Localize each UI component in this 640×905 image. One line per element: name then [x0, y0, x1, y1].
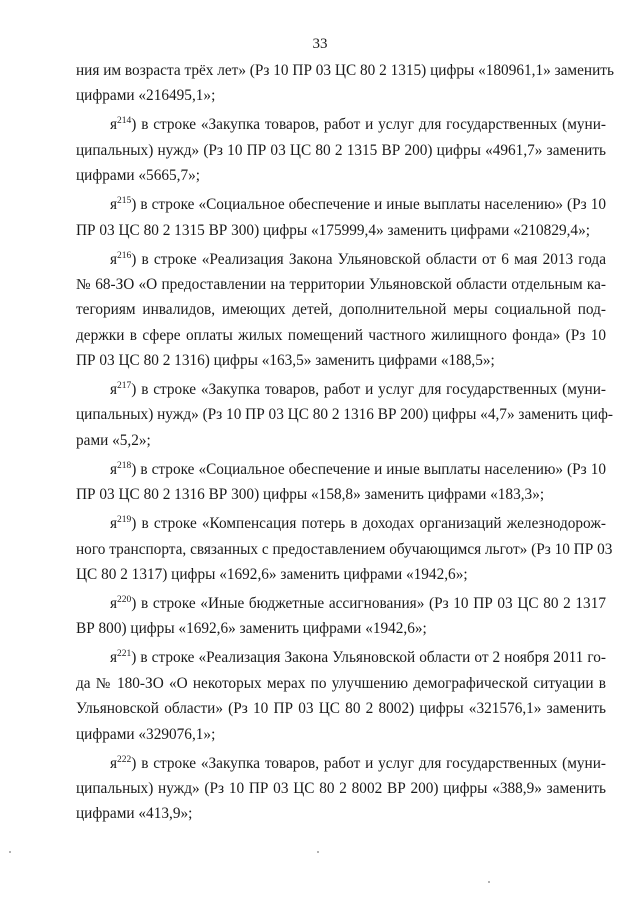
- text-line: [76, 58, 614, 83]
- line-text: ЦС 80 2 1317) цифры «1692,6» заменить цифрами «1942,6»;: [76, 565, 468, 583]
- text-line: [76, 112, 606, 137]
- paragraph: [76, 751, 606, 827]
- text-line: [76, 645, 606, 670]
- text-line: [76, 297, 606, 322]
- text-line: [76, 591, 606, 616]
- line-text: ) в строке «Социальное обеспечение и иные выплаты населению» (Рз 10: [131, 196, 606, 214]
- line-text: ) в строке «Реализация Закона Ульяновской области от 2 ноября 2011 го-: [131, 649, 606, 667]
- line-text: ПР 03 ЦС 80 2 1315 ВР 300) цифры «175999,4» заменить цифрами «210829,4»;: [76, 221, 590, 239]
- paragraph: [76, 645, 606, 747]
- line-text: ПР 03 ЦС 80 2 1316) цифры «163,5» заменить цифрами «188,5»;: [76, 352, 495, 370]
- text-line: [76, 511, 606, 536]
- item-marker: я: [110, 460, 118, 478]
- item-marker: я: [110, 250, 118, 268]
- item-number: 219: [117, 515, 132, 526]
- scan-speck: [317, 851, 319, 853]
- line-text: цифрами «216495,1»;: [76, 87, 216, 105]
- line-text: ВР 800) цифры «1692,6» заменить цифрами «1942,6»;: [76, 620, 427, 638]
- document-body: [76, 58, 614, 830]
- text-line: [76, 247, 606, 272]
- paragraph: [76, 457, 606, 508]
- text-line: [76, 457, 606, 482]
- text-line: [76, 616, 606, 641]
- paragraph: [76, 112, 606, 188]
- text-line: [76, 671, 606, 696]
- line-text: ) в строке «Закупка товаров, работ и услуг для государственных (муни-: [131, 381, 606, 399]
- line-text: ) в строке «Компенсация потерь в доходах организаций железнодорож-: [131, 515, 606, 533]
- text-line: [76, 482, 606, 507]
- item-number: 215: [117, 196, 132, 207]
- item-marker: я: [110, 515, 118, 533]
- line-text: ципальных) нужд» (Рз 10 ПР 03 ЦС 80 2 1316 ВР 200) цифры «4,7» заменить циф-: [76, 406, 613, 424]
- text-line: [76, 323, 606, 348]
- item-number: 220: [117, 594, 132, 605]
- item-marker: я: [110, 116, 118, 134]
- text-line: [76, 83, 606, 108]
- item-marker: я: [110, 381, 118, 399]
- line-text: да № 180-ЗО «О некоторых мерах по улучшению демографической ситуации в: [76, 674, 606, 692]
- item-marker: я: [110, 649, 118, 667]
- paragraph: [76, 591, 606, 642]
- text-line: [76, 163, 606, 188]
- text-line: [76, 402, 613, 427]
- item-number: 218: [117, 460, 132, 471]
- text-line: [76, 776, 606, 801]
- line-text: ципальных) нужд» (Рз 10 ПР 03 ЦС 80 2 1315 ВР 200) цифры «4961,7» заменить: [76, 141, 606, 159]
- item-marker: я: [110, 594, 118, 612]
- text-line: [76, 562, 606, 587]
- line-text: цифрами «5665,7»;: [76, 167, 201, 185]
- item-number: 222: [117, 754, 132, 765]
- item-marker: я: [110, 196, 118, 214]
- item-number: 214: [117, 116, 132, 127]
- paragraph: [76, 247, 606, 374]
- line-text: ) в строке «Социальное обеспечение и иные выплаты населению» (Рз 10: [131, 460, 606, 478]
- text-line: [76, 801, 606, 826]
- text-line: [76, 218, 606, 243]
- line-text: ного транспорта, связанных с предоставлением обучающимся льгот» (Рз 10 ПР 03: [76, 540, 613, 558]
- line-text: ) в строке «Закупка товаров, работ и услуг для государственных (муни-: [131, 116, 606, 134]
- text-line: [76, 192, 606, 217]
- line-text: Ульяновской области» (Рз 10 ПР 03 ЦС 80 2 8002) цифры «321576,1» заменить: [76, 700, 606, 718]
- text-line: [76, 377, 606, 402]
- text-line: [76, 138, 606, 163]
- line-text: ) в строке «Реализация Закона Ульяновской области от 6 мая 2013 года: [131, 250, 606, 268]
- paragraph: [76, 511, 613, 587]
- paragraph: [76, 377, 613, 453]
- text-line: [76, 751, 606, 776]
- item-number: 217: [117, 381, 132, 392]
- line-text: ) в строке «Иные бюджетные ассигнования» (Рз 10 ПР 03 ЦС 80 2 1317: [131, 594, 606, 612]
- line-text: ) в строке «Закупка товаров, работ и услуг для государственных (муни-: [131, 754, 606, 772]
- paragraph: [76, 192, 606, 243]
- line-text: держки в сфере оплаты жилых помещений частного жилищного фонда» (Рз 10: [76, 326, 606, 344]
- line-text: ПР 03 ЦС 80 2 1316 ВР 300) цифры «158,8» заменить цифрами «183,3»;: [76, 486, 545, 504]
- item-marker: я: [110, 754, 118, 772]
- text-line: [76, 272, 606, 297]
- text-line: [76, 696, 606, 721]
- text-line: [76, 428, 606, 453]
- line-text: ципальных) нужд» (Рз 10 ПР 03 ЦС 80 2 8002 ВР 200) цифры «388,9» заменить: [76, 779, 606, 797]
- item-number: 221: [117, 649, 132, 660]
- line-text: тегориям инвалидов, имеющих детей, дополнительной меры социальной под-: [76, 301, 606, 319]
- text-line: [76, 537, 613, 562]
- line-text: № 68-ЗО «О предоставлении на территории Ульяновской области отдельным ка-: [76, 275, 606, 293]
- scan-speck: [488, 881, 490, 883]
- item-number: 216: [117, 250, 132, 261]
- paragraph: [76, 58, 614, 109]
- line-text: ния им возраста трёх лет» (Рз 10 ПР 03 ЦС 80 2 1315) цифры «180961,1» заменить: [76, 62, 614, 79]
- page-number: 33: [312, 36, 328, 52]
- line-text: рами «5,2»;: [76, 431, 151, 449]
- text-line: [76, 348, 606, 373]
- line-text: цифрами «329076,1»;: [76, 725, 216, 743]
- line-text: цифрами «413,9»;: [76, 805, 193, 823]
- text-line: [76, 722, 606, 747]
- scan-speck: [9, 851, 11, 853]
